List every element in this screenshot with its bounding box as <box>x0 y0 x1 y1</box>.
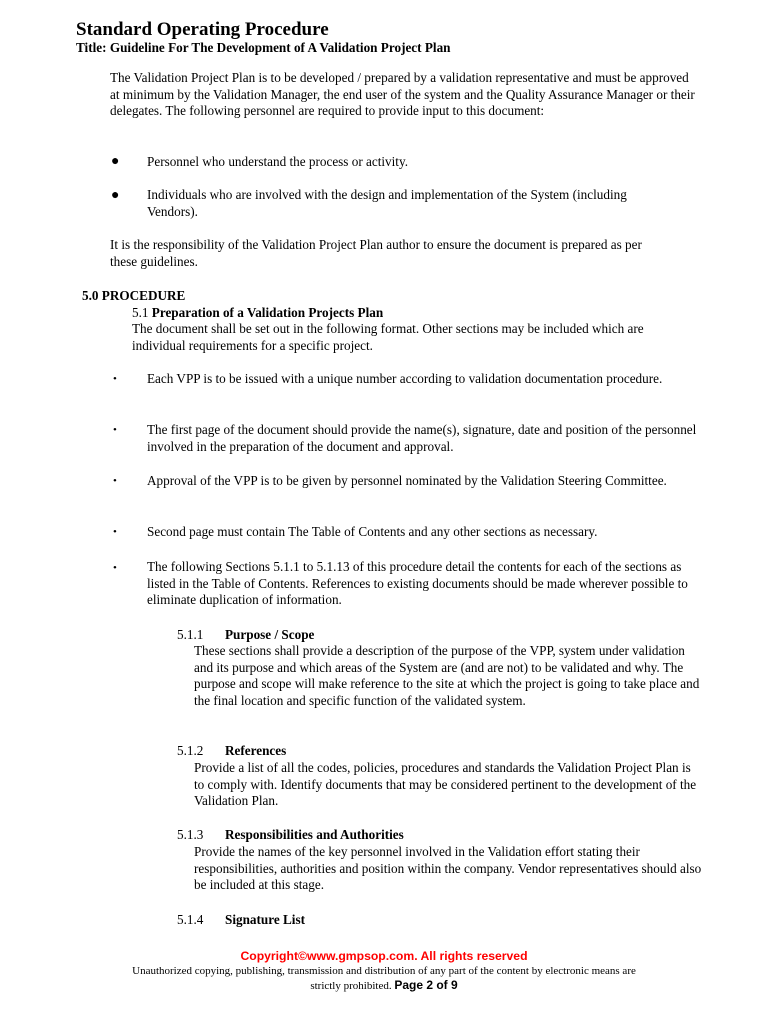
procedure-bullet: Approval of the VPP is to be given by personnel nominated by the Validation Steering Committee. <box>147 473 667 488</box>
procedure-bullet: The following Sections 5.1.1 to 5.1.13 of this procedure detail the contents for each of the sections as listed in the Table of Contents. References to existing documents should be made wherever possible to eliminate duplication of information. <box>147 559 688 608</box>
bullet-icon: ● <box>111 188 120 203</box>
page-number: Page 2 of 9 <box>394 978 458 992</box>
document-subtitle: Title: Guideline For The Development of A Validation Project Plan <box>76 40 451 55</box>
procedure-bullet: Each VPP is to be issued with a unique number according to validation documentation procedure. <box>147 371 663 386</box>
bullet-icon: • <box>113 562 117 574</box>
intro-bullet: Personnel who understand the process or activity. <box>147 154 408 169</box>
document-title: Standard Operating Procedure <box>76 19 329 40</box>
usage-notice-text: strictly prohibited. <box>310 980 392 992</box>
usage-notice-line: Unauthorized copying, publishing, transmission and distribution of any part of the content by electronic means are <box>132 965 636 977</box>
subsection-title: Responsibilities and Authorities <box>225 827 404 842</box>
section-heading: 5.0 PROCEDURE <box>82 288 186 303</box>
subsection-heading <box>132 305 383 321</box>
subsection-text: Provide the names of the key personnel involved in the Validation effort stating their responsibilities, authorities and position within the company. Vendor representatives should also be included at this stage. <box>194 844 702 893</box>
copyright-notice: Copyright©www.gmpsop.com. All rights reserved <box>240 949 528 963</box>
subsection-number: 5.1.1 <box>177 627 204 642</box>
bullet-icon: • <box>113 424 117 436</box>
subsection-number: 5.1.2 <box>177 743 204 758</box>
subsection-number: 5.1 <box>132 305 149 320</box>
bullet-icon: • <box>113 475 117 487</box>
responsibility-paragraph: It is the responsibility of the Validation Project Plan author to ensure the document is prepared as per these guidelines. <box>110 237 642 269</box>
usage-notice-line2 <box>0 978 768 993</box>
procedure-bullet: The first page of the document should provide the name(s), signature, date and position of the personnel involved in the preparation of the document and approval. <box>147 422 697 454</box>
subsection-text: These sections shall provide a description of the purpose of the VPP, system under validation and its purpose and which areas of the System are (and are not) to be validated and why. The purpose and scope will make reference to the site at which the project is going to take place and the final location and specific function of the validated system. <box>194 643 700 708</box>
subsection-title: Signature List <box>225 912 305 927</box>
intro-paragraph: The Validation Project Plan is to be developed / prepared by a validation representative and must be approved at minimum by the Validation Manager, the end user of the system and the Quality Assurance Manager or their delegates. The following personnel are required to provide input to this document: <box>110 70 695 119</box>
intro-bullet: Individuals who are involved with the design and implementation of the System (including Vendors). <box>147 187 627 219</box>
subsection-title: References <box>225 743 287 758</box>
subsection-title: Preparation of a Validation Projects Plan <box>151 305 384 320</box>
procedure-bullet: Second page must contain The Table of Contents and any other sections as necessary. <box>147 524 598 539</box>
bullet-icon: • <box>113 526 117 538</box>
subsection-text: Provide a list of all the codes, policies, procedures and standards the Validation Project Plan is to comply with. Identify documents that may be considered pertinent to the development of the Validation Plan. <box>194 760 697 809</box>
subsection-number: 5.1.3 <box>177 827 204 842</box>
subsection-title: Purpose / Scope <box>225 627 315 642</box>
usage-notice <box>0 964 768 993</box>
bullet-icon: • <box>113 373 117 385</box>
bullet-icon: ● <box>111 154 120 169</box>
section-intro: The document shall be set out in the following format. Other sections may be included which are individual requirements for a specific project. <box>132 321 644 353</box>
subsection-number: 5.1.4 <box>177 912 204 927</box>
